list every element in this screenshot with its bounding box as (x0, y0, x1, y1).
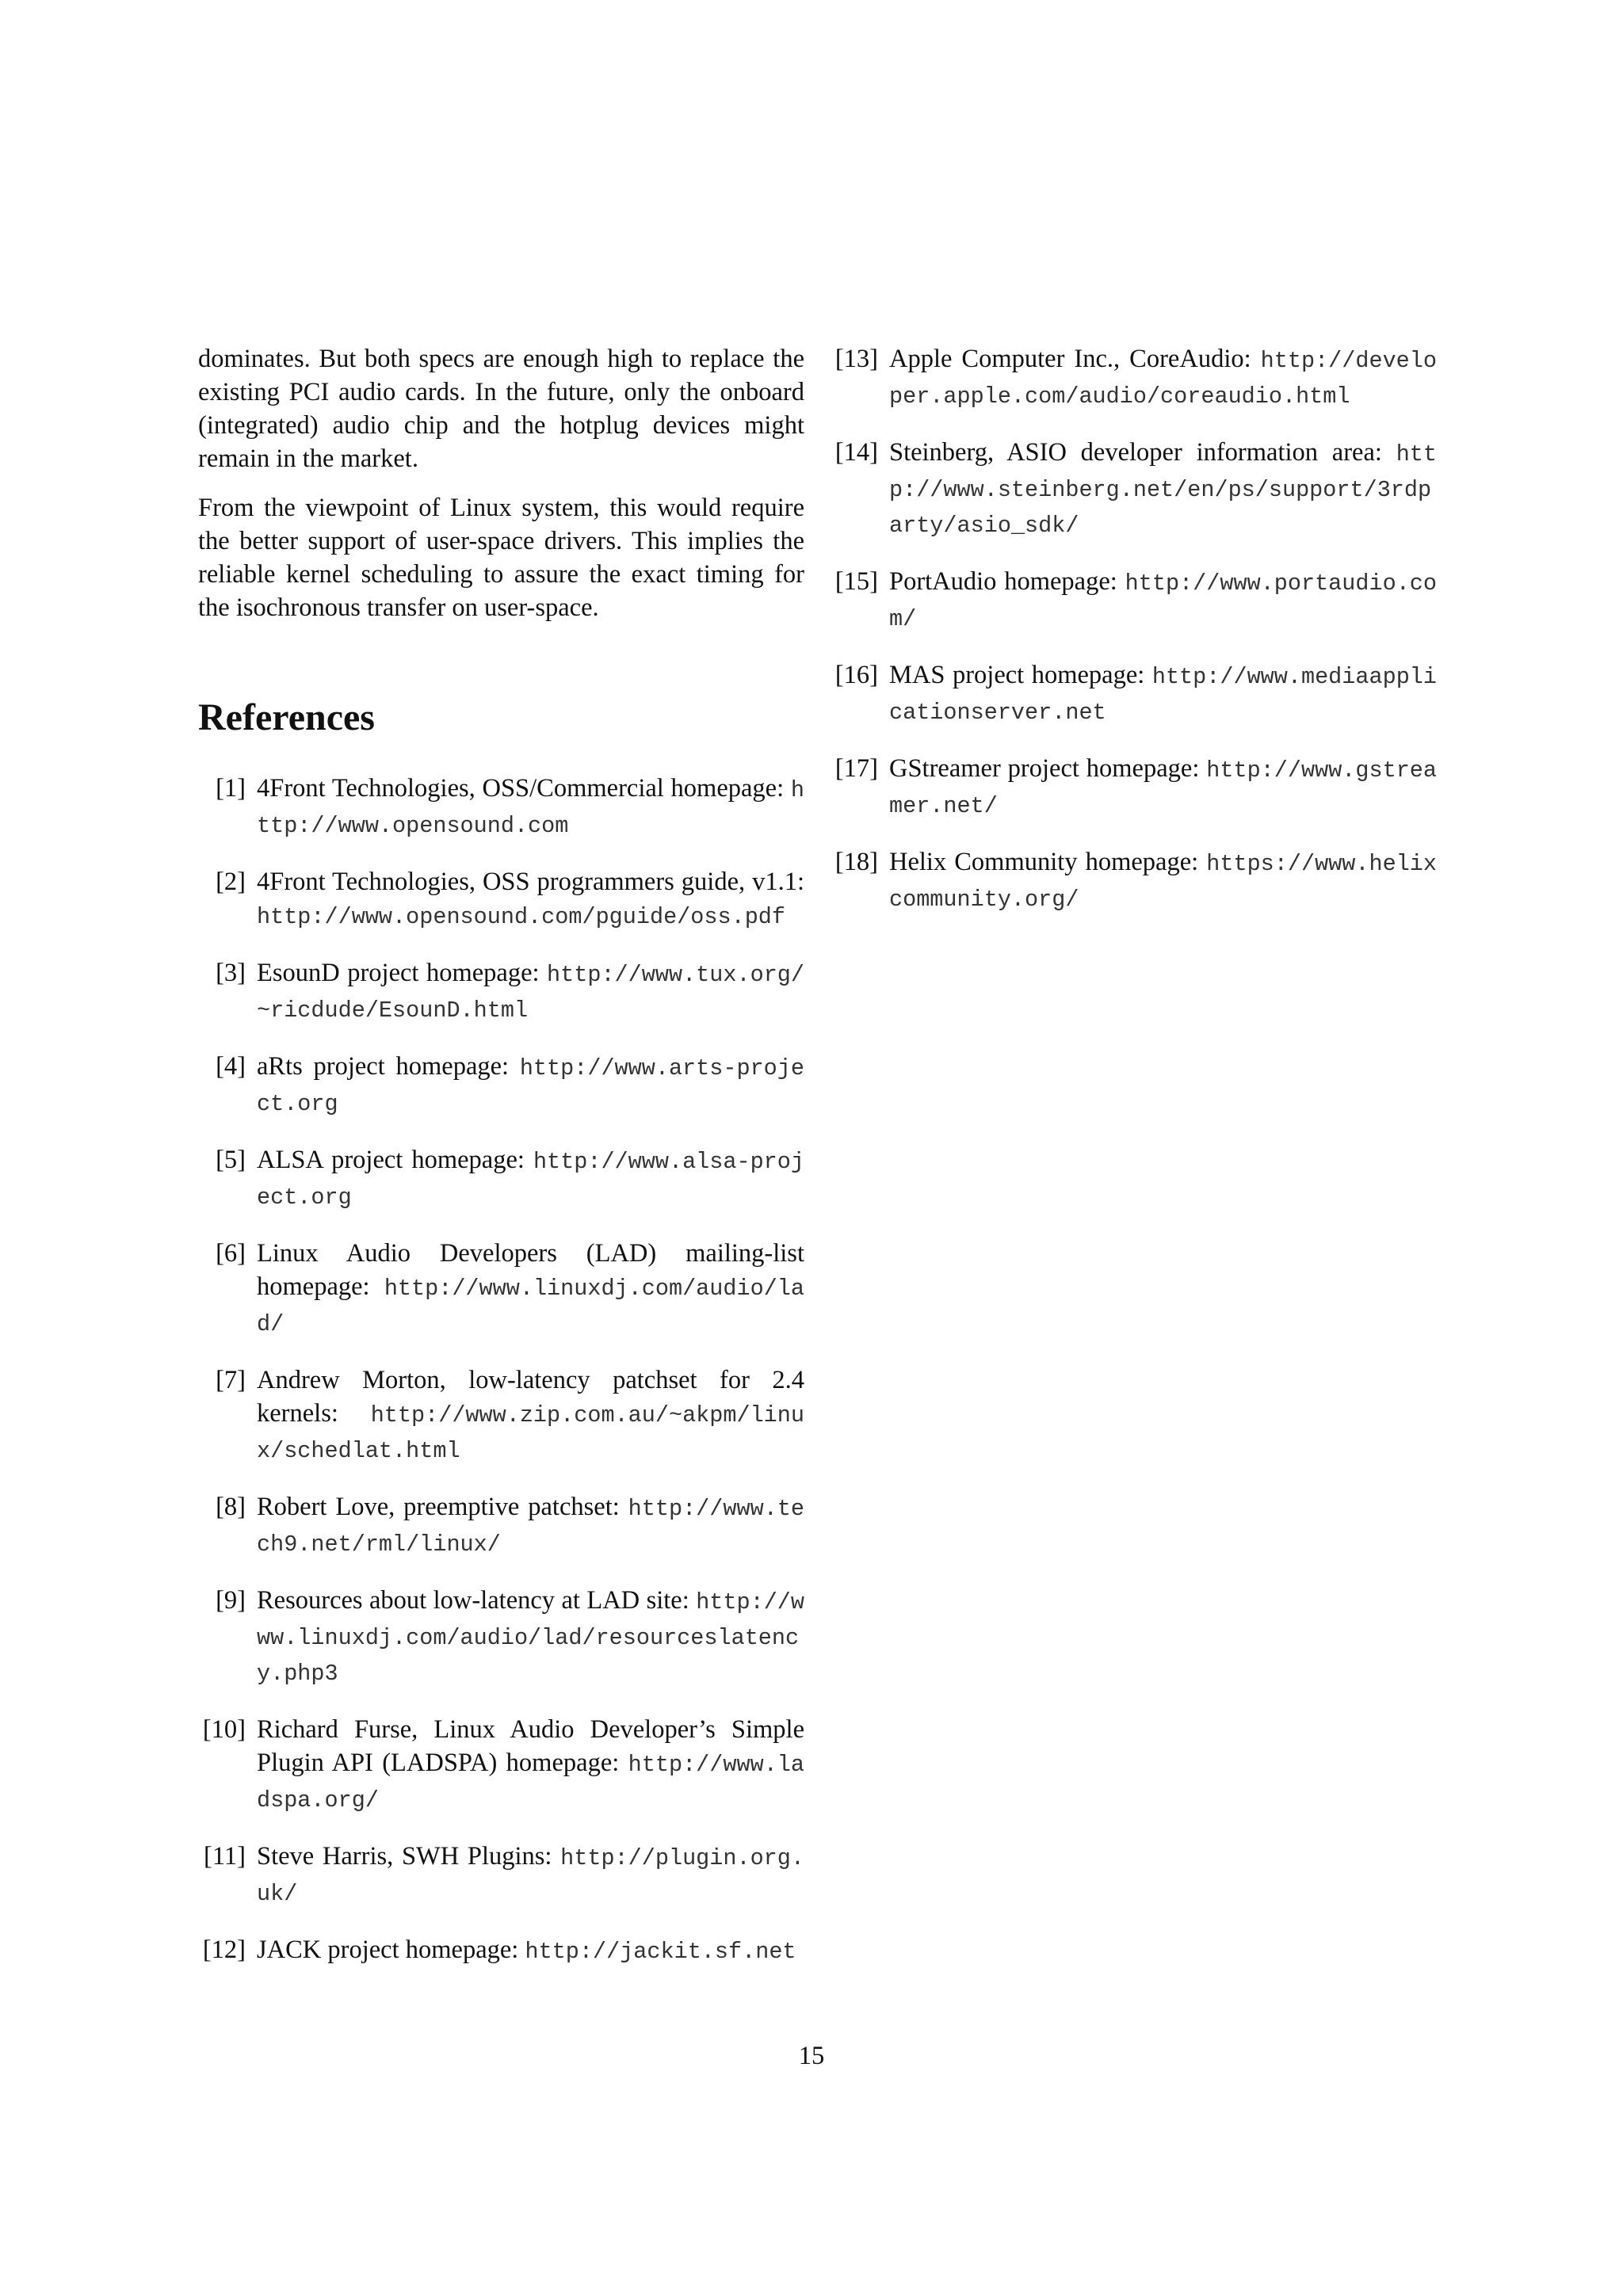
reference-item (198, 1490, 804, 1562)
reference-item (831, 565, 1437, 636)
reference-number: [11] (204, 1842, 246, 1871)
reference-text: Richard Furse, Linux Audio Developer’s Simple Plugin API (LADSPA) homepage: (257, 1715, 804, 1777)
reference-item (198, 772, 804, 843)
body-paragraph: dominates. But both specs are enough high to replace the existing PCI audio cards. In the future, only the onboard (integrated) audio chip and the hotplug devices might remain in the market. (198, 345, 804, 473)
reference-url-link[interactable]: http://www.tux.org/~ricdude/EsounD.html (257, 962, 804, 1024)
reference-number: [3] (216, 959, 246, 987)
reference-url-link[interactable]: http://www.alsa-project.org (257, 1149, 804, 1211)
reference-url-link[interactable]: http://www.steinberg.net/en/ps/support/3rdparty/asio_sdk/ (889, 441, 1438, 539)
reference-text: Resources about low-latency at LAD site: (257, 1586, 689, 1615)
reference-number: [9] (216, 1586, 246, 1615)
reference-item (198, 956, 804, 1028)
reference-item (198, 1050, 804, 1121)
reference-text: Steve Harris, SWH Plugins: (257, 1842, 552, 1871)
reference-list-left (198, 772, 804, 1969)
reference-text: EsounD project homepage: (257, 959, 540, 987)
reference-item (198, 1584, 804, 1691)
left-column (198, 342, 804, 1991)
reference-url-link[interactable]: https://www.helixcommunity.org/ (889, 851, 1438, 913)
reference-url-link[interactable]: http://www.ladspa.org/ (257, 1752, 805, 1814)
reference-number: [1] (216, 774, 246, 803)
reference-number: [17] (834, 754, 878, 783)
reference-url-link[interactable]: http://www.gstreamer.net/ (889, 757, 1438, 819)
reference-number: [10] (202, 1715, 246, 1744)
reference-text: Andrew Morton, low-latency patchset for 2.4 kernels: (257, 1366, 804, 1428)
reference-url-link[interactable]: http://www.opensound.com/pguide/oss.pdf (257, 904, 786, 930)
body-paragraph: From the viewpoint of Linux system, this would require the better support of user-space drivers. This implies the reliable kernel scheduling to assure the exact timing for the isochronous transfer on user-space. (198, 494, 804, 622)
reference-number: [18] (834, 848, 878, 876)
reference-text: Helix Community homepage: (889, 848, 1199, 876)
reference-item (831, 845, 1437, 917)
reference-text: PortAudio homepage: (889, 567, 1117, 596)
reference-text: Steinberg, ASIO developer information area: (889, 438, 1382, 467)
reference-text: 4Front Technologies, OSS programmers guide, v1.1: (257, 868, 804, 896)
reference-text: MAS project homepage: (889, 661, 1145, 689)
reference-number: [4] (216, 1052, 246, 1081)
reference-item (198, 1933, 804, 1969)
reference-number: [15] (834, 567, 878, 596)
reference-url-link[interactable]: http://developer.apple.com/audio/coreaudio.html (889, 348, 1437, 410)
reference-text: JACK project homepage: (257, 1936, 519, 1964)
reference-number: [16] (834, 661, 878, 689)
reference-number: [8] (216, 1493, 246, 1521)
reference-text: 4Front Technologies, OSS/Commercial homepage: (257, 774, 785, 803)
reference-item (831, 752, 1437, 823)
reference-url-link[interactable]: http://www.tech9.net/rml/linux/ (257, 1496, 805, 1558)
reference-url-link[interactable]: http://plugin.org.uk/ (257, 1845, 804, 1907)
reference-url-link[interactable]: http://www.linuxdj.com/audio/lad/resourceslatency.php3 (257, 1589, 805, 1687)
reference-item (198, 1237, 804, 1341)
reference-item (198, 865, 804, 934)
reference-url-link[interactable]: http://www.zip.com.au/~akpm/linux/schedlat.html (257, 1402, 804, 1464)
reference-number: [5] (216, 1146, 246, 1174)
reference-text: GStreamer project homepage: (889, 754, 1200, 783)
reference-url-link[interactable]: http://www.opensound.com (257, 777, 804, 839)
reference-number: [6] (216, 1239, 246, 1268)
reference-text: aRts project homepage: (257, 1052, 510, 1081)
reference-list-right (831, 342, 1437, 917)
reference-url-link[interactable]: http://www.arts-project.org (257, 1055, 804, 1117)
reference-url-link[interactable]: http://jackit.sf.net (525, 1939, 796, 1965)
reference-text: Robert Love, preemptive patchset: (257, 1493, 620, 1521)
reference-text: ALSA project homepage: (257, 1146, 525, 1174)
reference-text: Apple Computer Inc., CoreAudio: (889, 345, 1251, 373)
reference-number: [7] (216, 1366, 246, 1394)
right-column (831, 342, 1437, 939)
references-heading: References (198, 696, 375, 738)
reference-item (198, 1143, 804, 1215)
reference-item (831, 342, 1437, 414)
reference-number: [14] (834, 438, 878, 467)
reference-item (831, 658, 1437, 730)
page-number: 15 (798, 2042, 825, 2070)
reference-item (198, 1713, 804, 1817)
reference-text: Linux Audio Developers (LAD) mailing-list homepage: (257, 1239, 804, 1301)
reference-url-link[interactable]: http://www.linuxdj.com/audio/lad/ (257, 1276, 804, 1337)
reference-url-link[interactable]: http://www.mediaapplicationserver.net (889, 664, 1438, 726)
reference-number: [12] (202, 1936, 246, 1964)
reference-number: [13] (834, 345, 878, 373)
reference-url-link[interactable]: http://www.portaudio.com/ (889, 570, 1438, 632)
reference-item (198, 1840, 804, 1911)
reference-number: [2] (216, 868, 246, 896)
reference-item (198, 1363, 804, 1468)
reference-item (831, 436, 1437, 543)
